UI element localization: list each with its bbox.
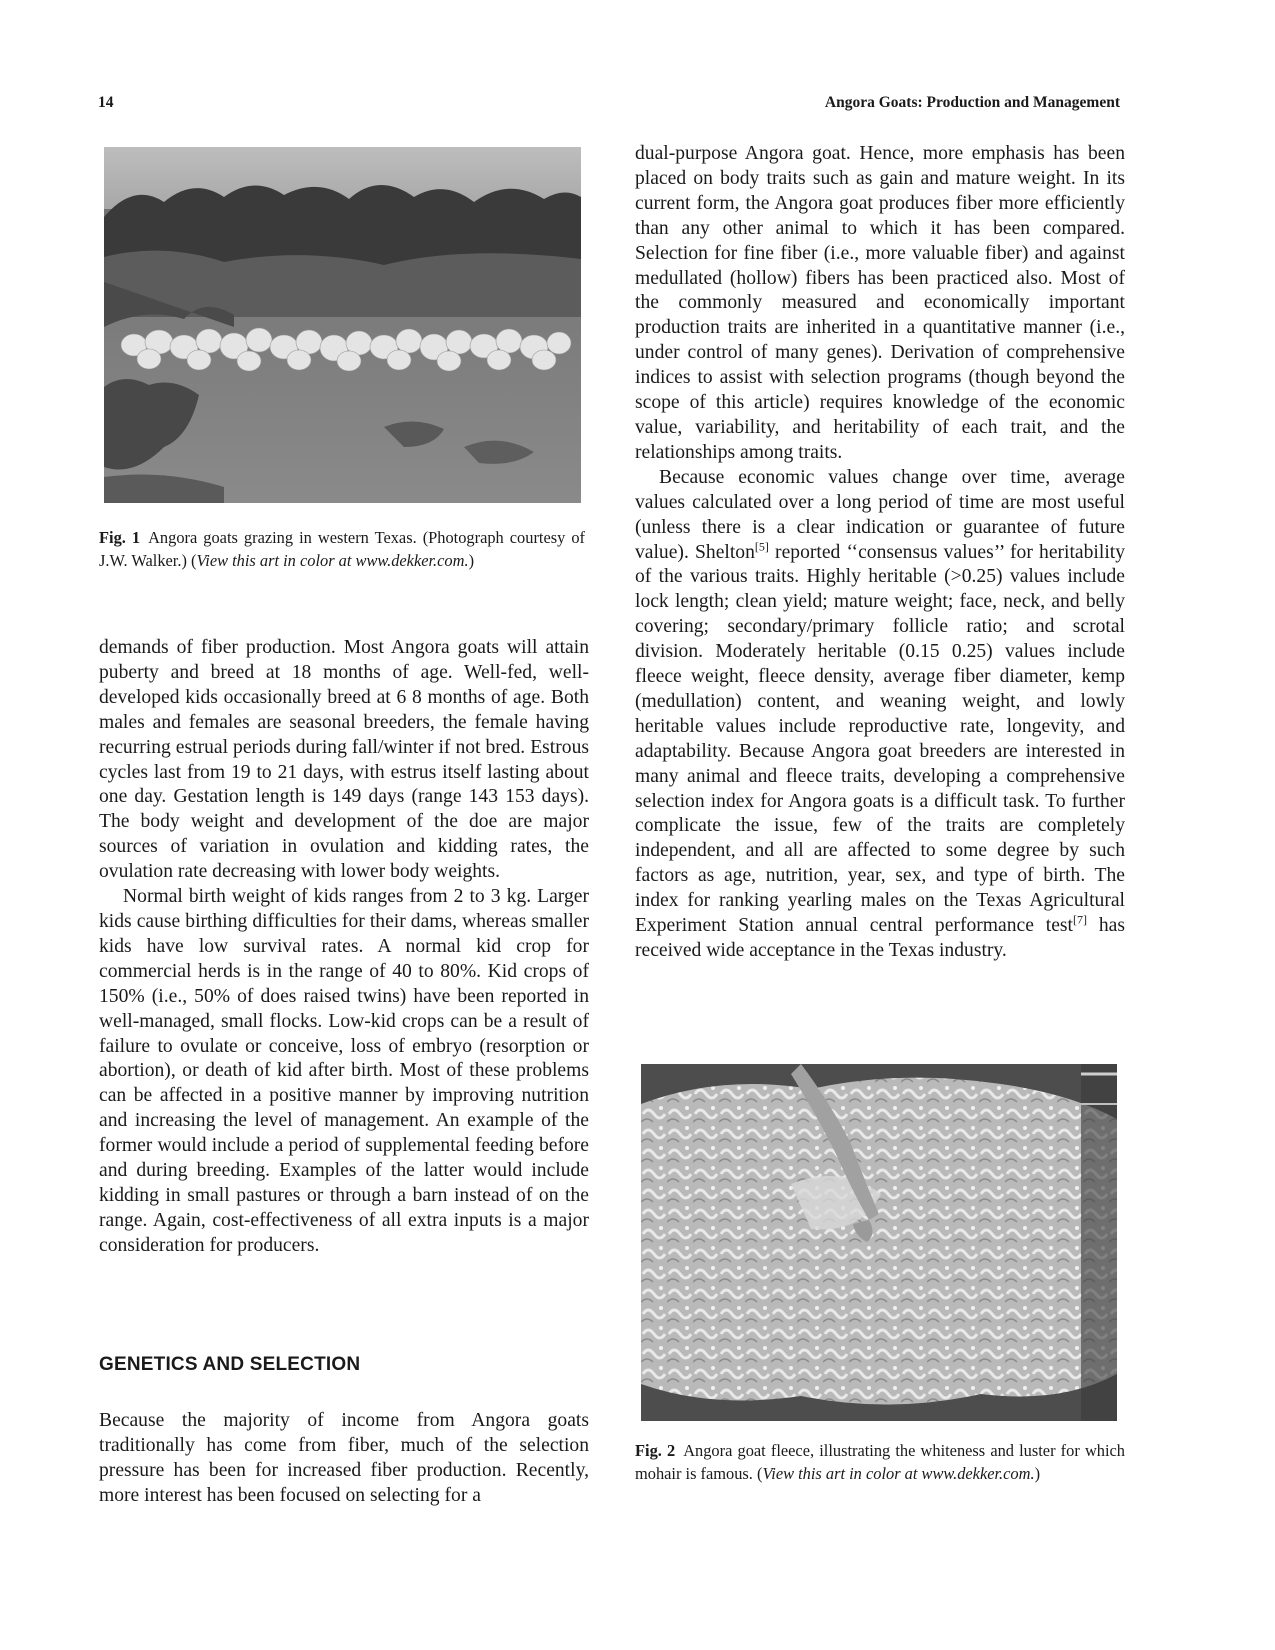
paragraph-text: Because economic values change over time, average values calculated over a long period of time are most useful (unless there is a clear indication or guarantee of future value). Shelton [635, 466, 1125, 563]
paragraph: Because the majority of income from Angora goats traditionally has come from fiber, much of the selection pressure has been for increased fiber production. Recently, more interest has been focused on selecting for a [99, 1410, 589, 1506]
figure-2-caption: Fig. 2 Angora goat fleece, illustrating the whiteness and luster for which mohair is famous. (View this art in color at www.dekker.com.) [635, 1441, 1125, 1483]
paragraph: dual-purpose Angora goat. Hence, more emphasis has been placed on body traits such as gain and mature weight. In its current form, the Angora goat produces fiber more efficiently than any other animal to which it has been compared. Selection for fine fiber (i.e., more valuable fiber) and against medullated (hollow) fibers has been practiced also. Most of the commonly measured and economically important production traits are inherited in a quantitative manner (i.e., under control of many genes). Derivation of comprehensive indices to assist with selection programs (though beyond the scope of this article) requires knowledge of the economic value, variability, and heritability of each trait, and the relationships among traits. [635, 143, 1125, 463]
mohair-fleece-image [641, 1064, 1117, 1421]
figure-2-photo [641, 1064, 1117, 1421]
paragraph: Normal birth weight of kids ranges from 2 to 3 kg. Larger kids cause birthing difficulties for their dams, whereas smaller kids have low survival rates. A normal kid crop for commercial herds is in the range of 40 to 80%. Kid crops of 150% (i.e., 50% of does raised twins) have been reported in well-managed, small flocks. Low-kid crops can be a result of failure to ovulate or conceive, loss of embryo (resorption or abortion), or death of kid after birth. Most of these problems can be affected in a positive manner by improving nutrition and increasing the level of management. An example of the former would include a period of supplemental feeding before and during breeding. Examples of the latter would include kidding in small pastures or through a barn instead of on the range. Again, cost-effectiveness of all extra inputs is a major consideration for producers. [99, 886, 589, 1256]
paragraph-text: has received wide acceptance in the Texas industry. [635, 915, 1125, 961]
figure-1-photo [104, 147, 581, 503]
citation-7[interactable]: [7] [1073, 912, 1087, 927]
left-column-text [99, 636, 589, 1259]
running-head [98, 94, 1120, 116]
figure-2-color-link[interactable]: View this art in color at www.dekker.com. [762, 1463, 1035, 1483]
figure-1-color-link[interactable]: View this art in color at www.dekker.com. [196, 550, 469, 570]
figure-2-label: Fig. 2 [635, 1441, 676, 1460]
figure-1-caption-text: Angora goats grazing in western Texas. (Photograph courtesy of J.W. Walker.) [99, 528, 585, 570]
right-column-text [635, 142, 1125, 964]
page-number: 14 [98, 94, 114, 111]
paragraph [635, 466, 1125, 964]
goats-grazing-image [104, 147, 581, 503]
citation-5[interactable]: [5] [754, 538, 769, 553]
paragraph: demands of fiber production. Most Angora goats will attain puberty and breed at 18 months of age. Well-fed, well-developed kids occasionally breed at 6 8 months of age. Both males and females are seasonal breeders, the female having recurring estrual periods during fall/winter if not bred. Estrous cycles last from 19 to 21 days, with estrus itself lasting about one day. Gestation length is 149 days (range 143 153 days). The body weight and development of the doe are major sources of variation in ovulation and kidding rates, the ovulation rate decreasing with lower body weights. [99, 637, 589, 883]
figure-1-caption: Fig. 1 Angora goats grazing in western Texas. (Photograph courtesy of J.W. Walker.) (View this art in color at www.dekker.com.) [99, 528, 585, 570]
figure-2-caption-text: Angora goat fleece, illustrating the whiteness and luster for which mohair is famous. [635, 1441, 1125, 1483]
running-title: Angora Goats: Production and Management [824, 94, 1120, 111]
left-column-bottom-text [99, 1409, 589, 1509]
paragraph-text: reported ‘‘consensus values’’ for heritability of the various traits. Highly heritable (>0.25) values include lock length; clean yield; mature weight; face, neck, and belly covering; secondary/primary follicle ratio; and scrotal division. Moderately heritable (0.15 0.25) values include fleece weight, fleece density, average fiber diameter, kemp (medullation) content, and weaning weight, and lowly heritable values include reproductive rate, longevity, and adaptability. Because Angora goat breeders are interested in many animal and fleece traits, developing a comprehensive selection index for Angora goats is a difficult task. To further complicate the issue, few of the traits are completely independent, and all are affected to some degree by such factors as age, nutrition, year, sex, and type of birth. The index for ranking yearling males on the Texas Agricultural Experiment Station annual central performance test [635, 541, 1126, 937]
figure-1-label: Fig. 1 [99, 528, 141, 547]
section-heading-genetics: GENETICS AND SELECTION [99, 1354, 361, 1375]
